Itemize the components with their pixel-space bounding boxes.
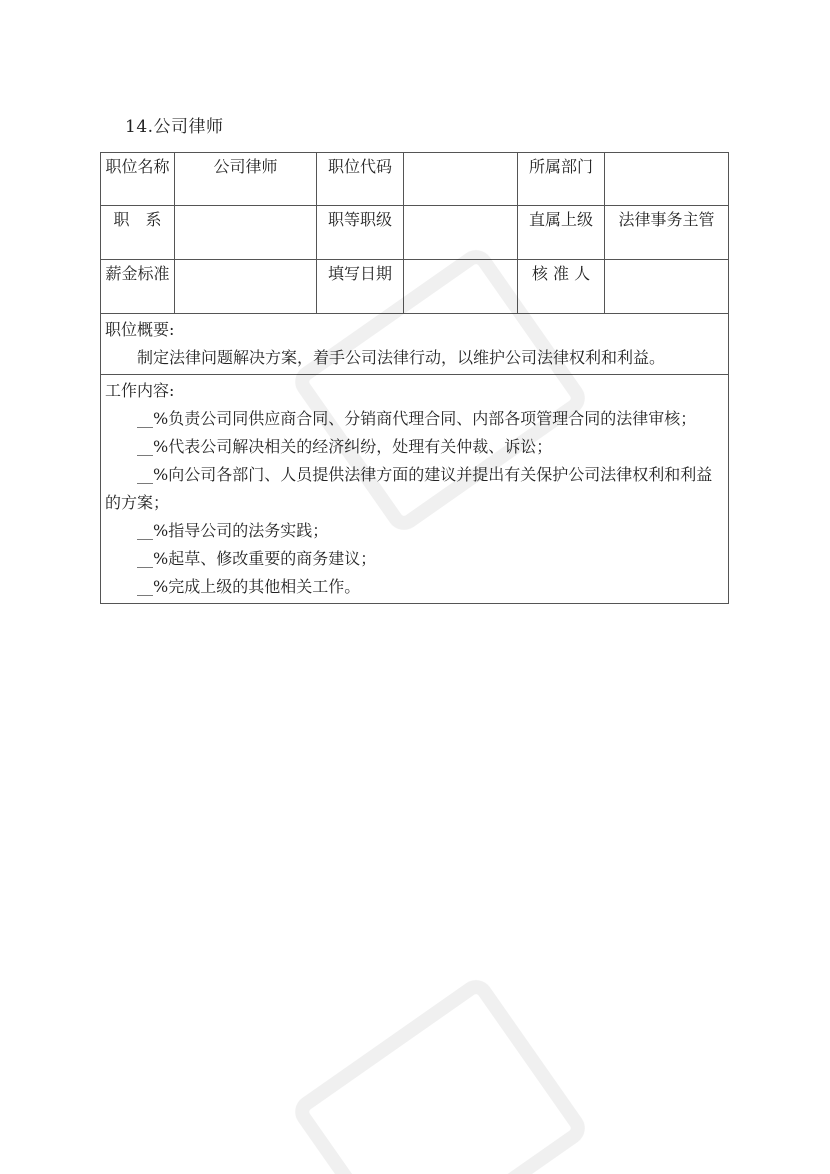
duty-item: __%完成上级的其他相关工作。 bbox=[137, 577, 361, 596]
direct-supervisor-value: 法律事务主管 bbox=[605, 206, 729, 260]
department-value bbox=[605, 153, 729, 206]
fill-date-value bbox=[404, 260, 518, 314]
department-label: 所属部门 bbox=[518, 153, 605, 206]
duty-item: __%起草、修改重要的商务建议； bbox=[137, 549, 377, 568]
fill-date-label: 填写日期 bbox=[317, 260, 404, 314]
table-row bbox=[101, 206, 729, 260]
grade-level-label: 职等职级 bbox=[317, 206, 404, 260]
summary-text: 制定法律问题解决方案，着手公司法律行动，以维护公司法律权利和利益。 bbox=[137, 348, 666, 367]
position-name-value: 公司律师 bbox=[175, 153, 317, 206]
approver-label: 核 准 人 bbox=[518, 260, 605, 314]
duty-item: __%向公司各部门、人员提供法律方面的建议并提出有关保护公司法律权利和利益的方案； bbox=[105, 465, 713, 512]
table-row bbox=[101, 153, 729, 206]
document-title: 14.公司律师 bbox=[125, 117, 224, 137]
duties-title: 工作内容: bbox=[105, 381, 175, 400]
table-row bbox=[101, 260, 729, 314]
direct-supervisor-label: 直属上级 bbox=[518, 206, 605, 260]
job-family-label: 职 系 bbox=[101, 206, 175, 260]
job-description-table bbox=[100, 152, 729, 604]
duty-item: __%指导公司的法务实践； bbox=[137, 521, 329, 540]
position-code-value bbox=[404, 153, 518, 206]
approver-value bbox=[605, 260, 729, 314]
table-row bbox=[101, 375, 729, 604]
job-family-value bbox=[175, 206, 317, 260]
duties-section bbox=[101, 375, 729, 604]
grade-level-value bbox=[404, 206, 518, 260]
table-row bbox=[101, 314, 729, 375]
salary-standard-label: 薪金标准 bbox=[101, 260, 175, 314]
duty-item: __%负责公司同供应商合同、分销商代理合同、内部各项管理合同的法律审核； bbox=[137, 409, 697, 428]
salary-standard-value bbox=[175, 260, 317, 314]
summary-title: 职位概要: bbox=[105, 320, 175, 339]
position-name-label: 职位名称 bbox=[101, 153, 175, 206]
summary-section bbox=[101, 314, 729, 375]
position-code-label: 职位代码 bbox=[317, 153, 404, 206]
duty-item: __%代表公司解决相关的经济纠纷，处理有关仲裁、诉讼； bbox=[137, 437, 553, 456]
